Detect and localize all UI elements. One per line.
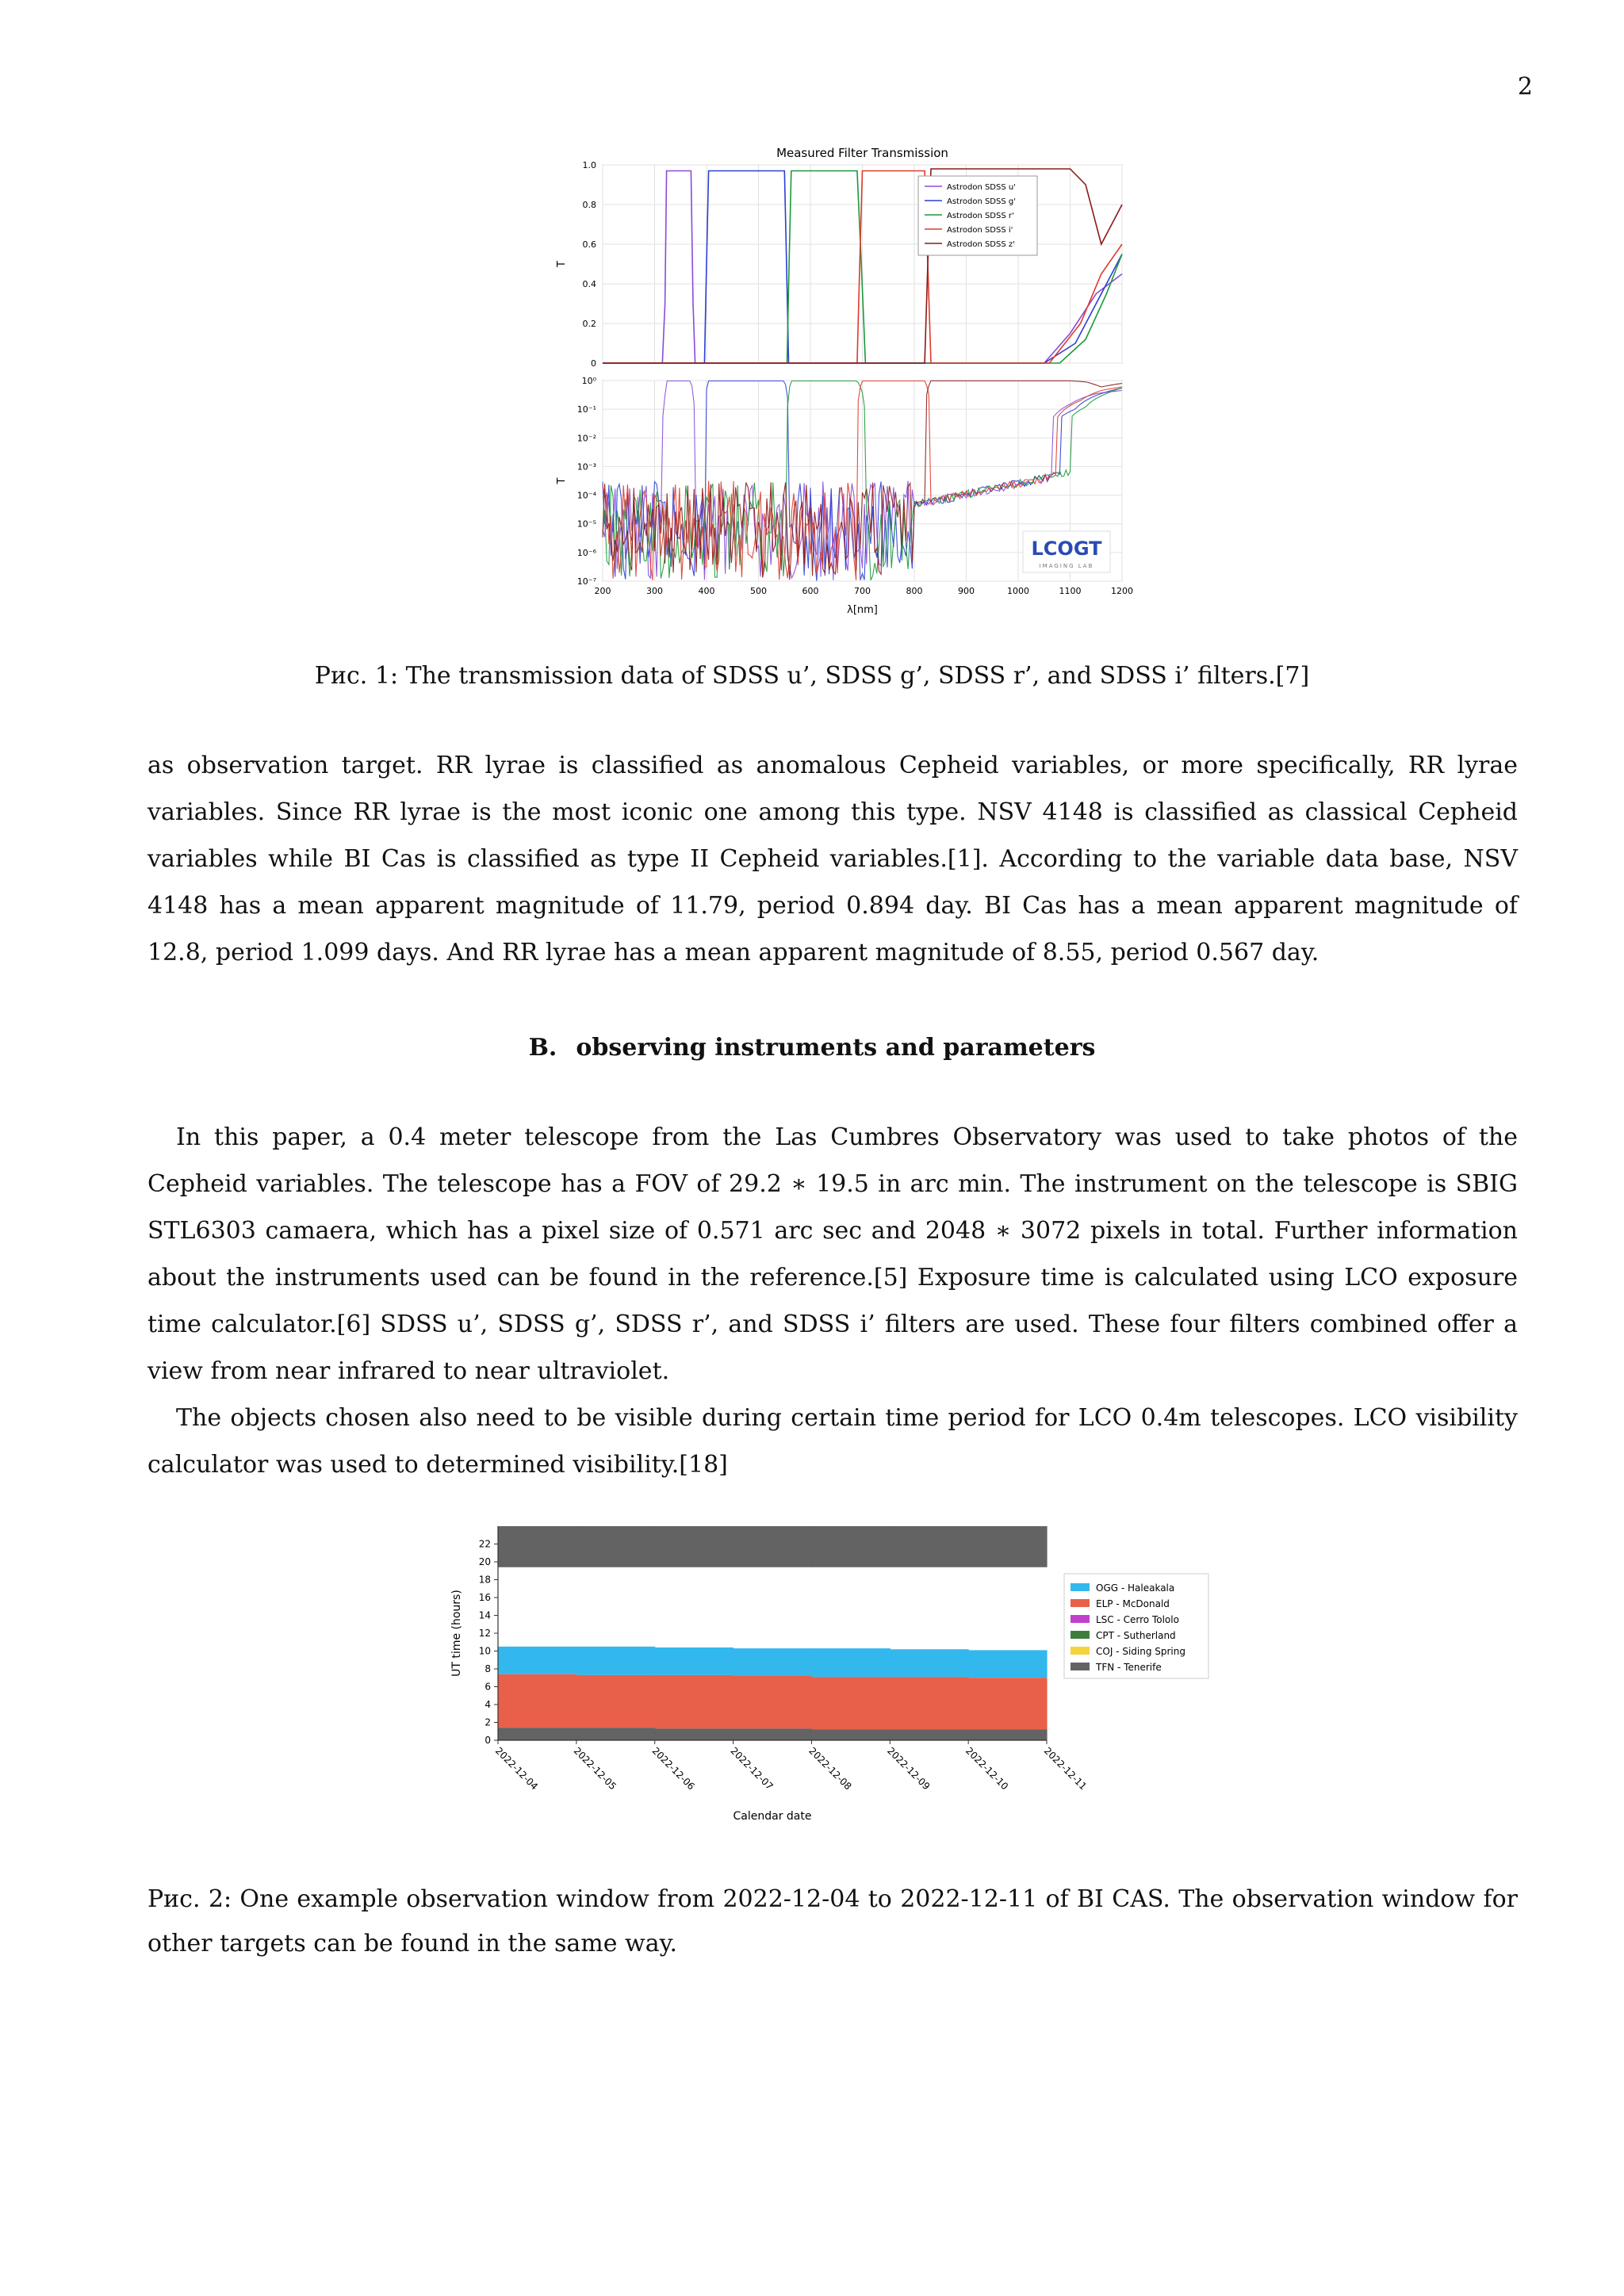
paragraph-block-section (147, 1114, 1518, 1488)
paragraph: In this paper, a 0.4 meter telescope from the Las Cumbres Observatory was used to take photos of the Cepheid variables. The telescope has a FOV of 29.2 ∗ 19.5 in arc min. The instrument on the telescope is SBIG STL6303 camaera, which has a pixel size of 0.571 arc sec and 2048 ∗ 3072 pixels in total. Further information about the instruments used can be found in the reference.[5] Exposure time is calculated using LCO exposure time calculator.[6] SDSS u’, SDSS g’, SDSS r’, and SDSS i’ filters are used. These four filters combined offer a view from near infrared to near ultraviolet. (147, 1123, 1518, 1385)
legend-entry: Astrodon SDSS z' (947, 240, 1015, 249)
x-tick-label: 1000 (1007, 586, 1029, 596)
y-tick-label: 4 (485, 1699, 491, 1710)
x-tick-label: 900 (958, 586, 975, 596)
visibility-band-1 (811, 1648, 890, 1677)
visibility-band-3 (576, 1728, 655, 1740)
visibility-band-2 (811, 1677, 890, 1729)
visibility-band-3 (890, 1730, 968, 1741)
x-tick-label: 2022-12-05 (571, 1745, 619, 1793)
y-tick-label: 20 (478, 1556, 491, 1567)
x-tick-label: 2022-12-04 (492, 1745, 541, 1793)
legend-entry: COJ - Siding Spring (1096, 1646, 1185, 1657)
visibility-band-0 (733, 1526, 812, 1567)
y-axis-label-log: T (556, 477, 568, 484)
x-tick-label: 500 (750, 586, 767, 596)
y-tick-label: 0 (485, 1735, 491, 1746)
paragraph: as observation target. RR lyrae is classified as anomalous Cepheid variables, or more specifically, RR lyrae variables. Since RR lyrae is the most iconic one among this type. NSV 4148 is classified as classical Cepheid variables while BI Cas is classified as type II Cepheid variables.[1]. According to the variable data base, NSV 4148 has a mean apparent magnitude of 11.79, period 0.894 day. BI Cas has a mean apparent magnitude of 12.8, period 1.099 days. And RR lyrae has a mean apparent magnitude of 8.55, period 0.567 day. (147, 752, 1518, 966)
legend-swatch (1071, 1663, 1090, 1670)
legend-entry: Astrodon SDSS i' (947, 226, 1013, 235)
visibility-band-3 (498, 1728, 576, 1740)
y-tick-label-log: 10⁻⁴ (576, 490, 596, 501)
legend-entry: Astrodon SDSS g' (947, 197, 1016, 206)
visibility-band-0 (576, 1526, 655, 1567)
legend-entry: ELP - McDonald (1096, 1598, 1170, 1609)
y-tick-label-log: 10⁻² (576, 433, 596, 444)
visibility-band-1 (498, 1647, 576, 1674)
visibility-band-2 (733, 1676, 812, 1728)
legend-swatch (1071, 1631, 1090, 1639)
figure-2-caption-label: Рис. 2: (147, 1885, 232, 1913)
y-axis-label: T (556, 261, 568, 267)
visibility-band-1 (655, 1647, 733, 1675)
figure-2-caption-text: One example observation window from 2022-12-04 to 2022-12-11 of BI CAS. The observation window for other targets can be found in the same way. (147, 1885, 1518, 1957)
x-axis-label: Calendar date (733, 1810, 812, 1823)
visibility-band-3 (811, 1730, 890, 1741)
y-tick-label: 0 (591, 358, 596, 369)
x-tick-label: 2022-12-07 (728, 1745, 776, 1793)
y-tick-label-log: 10⁻⁷ (576, 576, 596, 587)
y-tick-label: 8 (485, 1663, 491, 1674)
figure-2-visibility-window (444, 1510, 1229, 1823)
legend-swatch (1071, 1615, 1090, 1623)
section-number: B. (528, 1034, 557, 1062)
y-tick-label: 16 (478, 1592, 491, 1603)
visibility-band-2 (498, 1674, 576, 1728)
y-axis-label: UT time (hours) (450, 1590, 463, 1677)
legend-entry: TFN - Tenerife (1096, 1662, 1162, 1673)
paragraph-block-top (147, 742, 1518, 976)
x-tick-label: 200 (594, 586, 611, 596)
chart-title: Measured Filter Transmission (776, 146, 948, 160)
x-tick-label: 1100 (1059, 586, 1082, 596)
y-tick-label: 14 (478, 1609, 491, 1621)
logo-text: LCOGT (1031, 538, 1102, 560)
lcogt-logo (1023, 531, 1110, 572)
y-tick-label: 0.8 (582, 200, 596, 210)
section-heading (0, 1034, 1624, 1062)
visibility-band-3 (655, 1728, 733, 1740)
y-tick-label-log: 10⁰ (581, 376, 596, 386)
legend-swatch (1071, 1647, 1090, 1655)
y-tick-label: 6 (485, 1681, 491, 1693)
y-tick-label-log: 10⁻⁵ (576, 519, 596, 530)
x-tick-label: 300 (646, 586, 663, 596)
x-tick-label: 600 (802, 586, 819, 596)
y-tick-label: 10 (478, 1645, 491, 1657)
y-tick-label: 1.0 (582, 160, 596, 170)
y-tick-label: 2 (485, 1716, 491, 1728)
figure-1-filter-transmission (547, 141, 1150, 625)
visibility-band-1 (733, 1648, 812, 1676)
y-tick-label-log: 10⁻⁶ (576, 547, 596, 558)
x-tick-label: 2022-12-10 (963, 1745, 1011, 1793)
legend-entry: CPT - Sutherland (1096, 1630, 1176, 1641)
visibility-band-2 (655, 1675, 733, 1729)
x-tick-label: 2022-12-08 (806, 1745, 854, 1793)
visibility-band-1 (576, 1647, 655, 1675)
legend-swatch (1071, 1583, 1090, 1591)
visibility-chart (444, 1510, 1229, 1823)
x-tick-label: 700 (854, 586, 871, 596)
legend-entry: LSC - Cerro Tololo (1096, 1614, 1179, 1625)
y-tick-label: 12 (478, 1628, 491, 1639)
logo-subtext: IMAGING LAB (1039, 563, 1094, 569)
filter-transmission-chart (547, 141, 1150, 625)
visibility-band-2 (576, 1675, 655, 1728)
visibility-band-2 (890, 1677, 968, 1729)
visibility-band-1 (968, 1650, 1047, 1678)
legend-entry: Astrodon SDSS r' (947, 212, 1014, 220)
x-tick-label: 2022-12-11 (1041, 1745, 1090, 1793)
section-title: observing instruments and parameters (576, 1034, 1096, 1062)
visibility-band-3 (733, 1728, 812, 1740)
x-tick-label: 400 (698, 586, 715, 596)
visibility-band-0 (655, 1526, 733, 1567)
legend-entry: Astrodon SDSS u' (947, 183, 1016, 192)
y-tick-label-log: 10⁻³ (576, 461, 596, 473)
visibility-band-0 (811, 1526, 890, 1567)
y-tick-label: 0.6 (582, 239, 596, 250)
x-tick-label: 800 (906, 586, 923, 596)
y-tick-label: 22 (478, 1538, 491, 1550)
y-tick-label: 0.2 (582, 319, 596, 329)
legend-swatch (1071, 1599, 1090, 1607)
visibility-band-2 (968, 1678, 1047, 1729)
y-tick-label-log: 10⁻¹ (576, 404, 596, 415)
figure-1-caption-label: Рис. 1: (314, 662, 399, 690)
visibility-band-0 (968, 1526, 1047, 1567)
y-tick-label: 0.4 (582, 279, 596, 289)
x-tick-label: 2022-12-09 (885, 1745, 933, 1793)
page-number: 2 (1517, 73, 1533, 101)
paragraph: The objects chosen also need to be visible during certain time period for LCO 0.4m telescopes. LCO visibility calculator was used to determined visibility.[18] (147, 1404, 1518, 1479)
x-tick-label: 2022-12-06 (649, 1745, 697, 1793)
x-axis-label: λ[nm] (847, 604, 878, 616)
y-tick-label: 18 (478, 1574, 491, 1586)
figure-2-caption (147, 1877, 1518, 1966)
legend-entry: OGG - Haleakala (1096, 1582, 1175, 1594)
figure-1-caption (0, 654, 1624, 698)
x-tick-label: 1200 (1111, 586, 1133, 596)
visibility-band-0 (498, 1526, 576, 1567)
visibility-band-1 (890, 1649, 968, 1677)
figure-1-caption-text: The transmission data of SDSS u’, SDSS g’, SDSS r’, and SDSS i’ filters.[7] (398, 662, 1310, 690)
visibility-band-3 (968, 1730, 1047, 1741)
visibility-band-0 (890, 1526, 968, 1567)
